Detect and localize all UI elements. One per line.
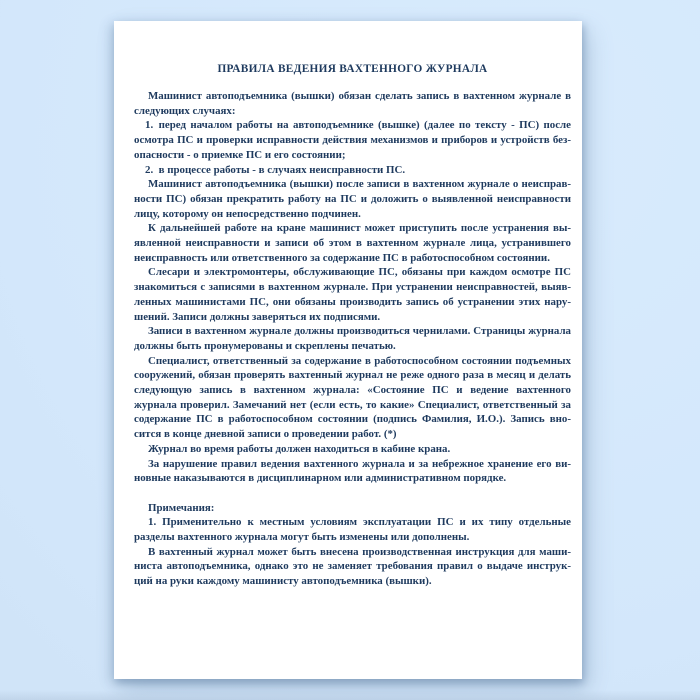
page-title: ПРАВИЛА ВЕДЕНИЯ ВАХТЕННОГО ЖУРНАЛА: [217, 63, 488, 75]
paragraph-specialist: Специалист, ответственный за содержание в работоспособном состоянии подъемных сооружений, обязан проверять вахтенный журнал не реже одного раза в месяц и делать следующую запись в вахтенном журнала: «Состояние ПС и ведение вахтенного журнала проверил. Замечаний нет (если есть, то какие» Специалист, ответственный за содержание ПС в работоспособном состоянии (подпись Фамилия, И.О.). Запись вносится в конце дневной записи о проведении работ. (*): [134, 354, 571, 441]
document-page: [114, 21, 582, 679]
note-item-1: 1. Применительно к местным условиям эксплуатации ПС и их типу отдельные разделы вахтенного журнала могут быть изменены или дополнены.: [134, 516, 571, 544]
paragraph-ink-records: Записи в вахтенном журнале должны производиться чернилами. Страницы журнала должны быть пронумерованы и скреплены печатью.: [134, 325, 571, 352]
paragraph-journal-location: Журнал во время работы должен находиться в кабине крана.: [148, 442, 451, 455]
paragraph-operator-duty: Машинист автоподъемника (вышки) после записи в вахтенном журнале о неисправности ПС) обязан прекратить работу на ПС и доложить о выявленной неисправности лицу, которому он непосредственно подчинен.: [134, 178, 571, 220]
note-item-2: В вахтенный журнал может быть внесена производственная инструкция для машиниста автоподъемника, однако это не заменяет требования правил о выдаче инструкций на руки каждому машинисту автоподъемника (вышки).: [134, 545, 571, 588]
notes-heading: Примечания:: [148, 501, 215, 514]
paragraph-list-item-1: 1. перед началом работы на автоподъемнике (вышке) (далее по тексту - ПС) после осмотра ПС и проверки исправности действия механизмов и приборов и устройств безопасности - о приемке ПС и его состоянии;: [134, 119, 571, 161]
paragraph-list-item-2: 2. в процессе работы - в случаях неисправности ПС.: [145, 163, 406, 176]
paragraph-mechanics: Слесари и электромонтеры, обслуживающие ПС, обязаны при каждом осмотре ПС знакомиться с записями в вахтенном журнале. При устранении неисправностей, выявленных машинистами ПС, они обязаны производить запись об устранении этих нарушений. Записи должны заверяться их подписями.: [134, 266, 571, 323]
paragraph-violations: За нарушение правил ведения вахтенного журнала и за небрежное хранение его виновные наказываются в дисциплинарном или административном порядке.: [134, 457, 571, 485]
paragraph-resume-work: К дальнейшей работе на кране машинист может приступить после устранения выявленной неисправности и записи об этом в вахтенном журнале лица, устранившего неисправность или ответственного за содержание ПС в работоспособном состоянии.: [134, 222, 571, 264]
paragraph-intro: Машинист автоподъемника (вышки) обязан сделать запись в вахтенном журнале в следующих случаях:: [134, 90, 571, 117]
